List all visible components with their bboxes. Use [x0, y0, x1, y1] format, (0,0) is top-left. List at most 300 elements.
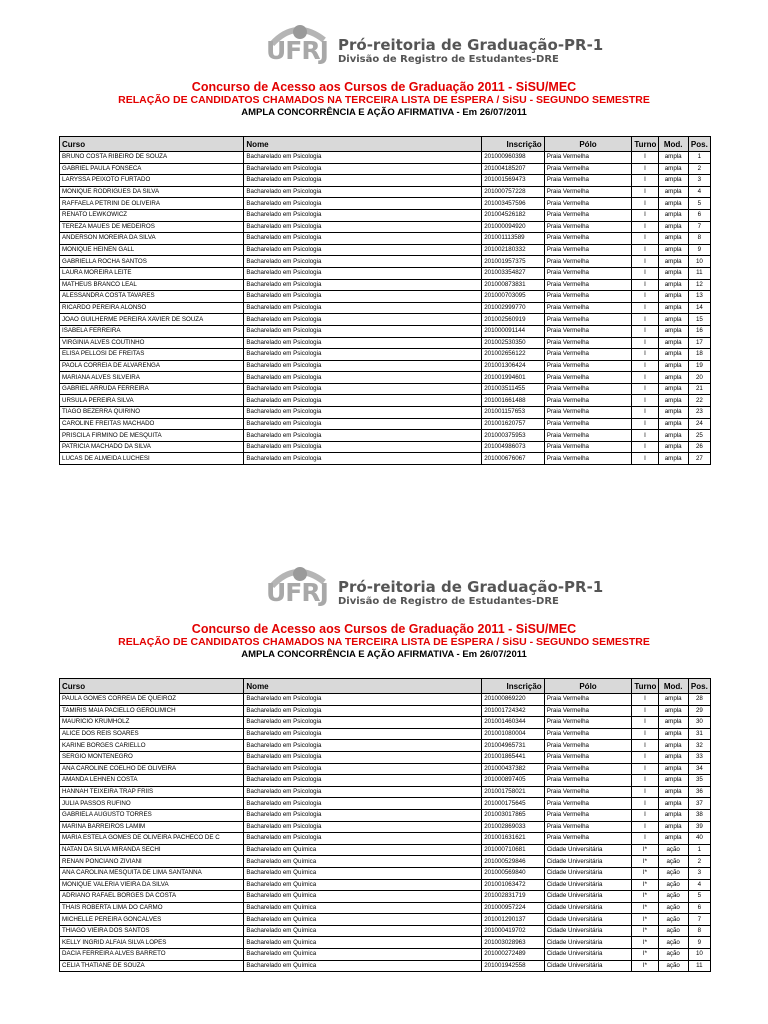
- candidates-table-2: [59, 678, 711, 972]
- cell-polo: Praia Vermelha: [544, 349, 632, 361]
- cell-pos: 29: [688, 705, 710, 717]
- cell-mod: ação: [658, 914, 688, 926]
- cell-course: Bacharelado em Química: [244, 902, 482, 914]
- cell-name: ADRIANO RAFAEL BORGES DA COSTA: [60, 891, 244, 903]
- cell-turno: I: [632, 314, 658, 326]
- cell-turno: I*: [632, 879, 658, 891]
- cell-polo: Praia Vermelha: [544, 233, 632, 245]
- col-mod: Mod.: [658, 679, 688, 694]
- cell-turno: I: [632, 302, 658, 314]
- document-page-2: [0, 556, 768, 969]
- cell-pos: 25: [688, 430, 710, 442]
- cell-polo: Cidade Universitária: [544, 914, 632, 926]
- cell-polo: Praia Vermelha: [544, 302, 632, 314]
- cell-course: Bacharelado em Química: [244, 867, 482, 879]
- cell-turno: I: [632, 694, 658, 706]
- cell-polo: Praia Vermelha: [544, 418, 632, 430]
- cell-pos: 8: [688, 233, 710, 245]
- cell-turno: I: [632, 267, 658, 279]
- table-row: [60, 740, 711, 752]
- cell-name: ANDERSON MOREIRA DA SILVA: [60, 233, 244, 245]
- table-row: [60, 175, 711, 187]
- cell-name: LARYSSA PEIXOTO FURTADO: [60, 175, 244, 187]
- cell-name: MAURICIO KRUMHOLZ: [60, 717, 244, 729]
- table-row: [60, 325, 711, 337]
- document-subtitle: RELAÇÃO DE CANDIDATOS CHAMADOS NA TERCEIRA LISTA DE ESPERA / SiSU - SEGUNDO SEMESTRE: [118, 636, 650, 648]
- cell-pos: 30: [688, 717, 710, 729]
- cell-pos: 33: [688, 751, 710, 763]
- cell-polo: Cidade Universitária: [544, 925, 632, 937]
- cell-mod: ação: [658, 937, 688, 949]
- cell-mod: ampla: [658, 833, 688, 845]
- cell-pos: 37: [688, 798, 710, 810]
- cell-inscricao: 201004965731: [482, 740, 544, 752]
- document-date-line: AMPLA CONCORRÊNCIA E AÇÃO AFIRMATIVA - Em 26/07/2011: [241, 107, 527, 118]
- cell-name: AMANDA LEHNEN COSTA: [60, 775, 244, 787]
- cell-mod: ampla: [658, 325, 688, 337]
- cell-inscricao: 201000957224: [482, 902, 544, 914]
- cell-mod: ampla: [658, 395, 688, 407]
- logo-pro-reitoria-text: Pró-reitoria de Graduação-PR-1: [338, 578, 604, 596]
- cell-name: RAFFAELA PETRINI DE OLIVEIRA: [60, 198, 244, 210]
- cell-pos: 19: [688, 360, 710, 372]
- cell-inscricao: 201001157653: [482, 407, 544, 419]
- cell-turno: I: [632, 798, 658, 810]
- cell-mod: ampla: [658, 786, 688, 798]
- cell-course: Bacharelado em Psicologia: [244, 694, 482, 706]
- cell-name: MONIQUE RODRIGUES DA SILVA: [60, 186, 244, 198]
- cell-inscricao: 201001724342: [482, 705, 544, 717]
- table-row: [60, 233, 711, 245]
- cell-course: Bacharelado em Psicologia: [244, 383, 482, 395]
- cell-polo: Cidade Universitária: [544, 891, 632, 903]
- table-row: [60, 751, 711, 763]
- cell-mod: ação: [658, 844, 688, 856]
- cell-polo: Cidade Universitária: [544, 902, 632, 914]
- cell-pos: 24: [688, 418, 710, 430]
- cell-mod: ampla: [658, 302, 688, 314]
- cell-name: ANA CAROLINA MESQUITA DE LIMA SANTANNA: [60, 867, 244, 879]
- cell-mod: ação: [658, 879, 688, 891]
- cell-name: RENATO LEWKOWICZ: [60, 209, 244, 221]
- cell-inscricao: 201001865441: [482, 751, 544, 763]
- cell-course: Bacharelado em Psicologia: [244, 267, 482, 279]
- cell-polo: Praia Vermelha: [544, 407, 632, 419]
- table-row: [60, 891, 711, 903]
- cell-inscricao: 201002530350: [482, 337, 544, 349]
- col-pos: Pos.: [688, 679, 710, 694]
- cell-course: Bacharelado em Psicologia: [244, 798, 482, 810]
- cell-turno: I: [632, 786, 658, 798]
- cell-pos: 38: [688, 809, 710, 821]
- cell-pos: 5: [688, 891, 710, 903]
- cell-pos: 3: [688, 175, 710, 187]
- cell-course: Bacharelado em Psicologia: [244, 430, 482, 442]
- cell-inscricao: 201001758021: [482, 786, 544, 798]
- ufrj-logo: [266, 556, 604, 618]
- cell-inscricao: 201002656122: [482, 349, 544, 361]
- cell-mod: ação: [658, 960, 688, 972]
- cell-pos: 26: [688, 441, 710, 453]
- cell-pos: 15: [688, 314, 710, 326]
- cell-course: Bacharelado em Química: [244, 949, 482, 961]
- table-row: [60, 152, 711, 164]
- table-row: [60, 186, 711, 198]
- cell-inscricao: 201001063472: [482, 879, 544, 891]
- cell-pos: 6: [688, 209, 710, 221]
- cell-polo: Praia Vermelha: [544, 441, 632, 453]
- cell-course: Bacharelado em Psicologia: [244, 291, 482, 303]
- table-row: [60, 809, 711, 821]
- table-row: [60, 914, 711, 926]
- cell-course: Bacharelado em Química: [244, 856, 482, 868]
- cell-mod: ampla: [658, 291, 688, 303]
- cell-polo: Praia Vermelha: [544, 786, 632, 798]
- cell-polo: Praia Vermelha: [544, 163, 632, 175]
- cell-mod: ampla: [658, 198, 688, 210]
- document-title: Concurso de Acesso aos Cursos de Graduação 2011 - SiSU/MEC: [191, 622, 577, 636]
- cell-polo: Praia Vermelha: [544, 186, 632, 198]
- cell-pos: 11: [688, 267, 710, 279]
- cell-name: MONIQUE HEINEN GALL: [60, 244, 244, 256]
- cell-inscricao: 201002831719: [482, 891, 544, 903]
- cell-polo: Praia Vermelha: [544, 267, 632, 279]
- logo-divisao-text: Divisão de Registro de Estudantes-DRE: [338, 596, 559, 607]
- cell-polo: Praia Vermelha: [544, 198, 632, 210]
- cell-mod: ampla: [658, 775, 688, 787]
- table-row: [60, 798, 711, 810]
- cell-mod: ampla: [658, 705, 688, 717]
- cell-mod: ampla: [658, 349, 688, 361]
- cell-inscricao: 201001290137: [482, 914, 544, 926]
- ufrj-logo: [266, 14, 604, 76]
- cell-inscricao: 201000897405: [482, 775, 544, 787]
- cell-mod: ampla: [658, 418, 688, 430]
- cell-mod: ampla: [658, 763, 688, 775]
- cell-polo: Cidade Universitária: [544, 960, 632, 972]
- cell-turno: I: [632, 279, 658, 291]
- cell-polo: Praia Vermelha: [544, 279, 632, 291]
- cell-pos: 22: [688, 395, 710, 407]
- cell-pos: 7: [688, 914, 710, 926]
- cell-name: THIAGO VIEIRA DOS SANTOS: [60, 925, 244, 937]
- cell-polo: Cidade Universitária: [544, 937, 632, 949]
- cell-inscricao: 201000710681: [482, 844, 544, 856]
- cell-pos: 10: [688, 256, 710, 268]
- cell-mod: ampla: [658, 751, 688, 763]
- cell-inscricao: 201002180332: [482, 244, 544, 256]
- cell-inscricao: 201000529846: [482, 856, 544, 868]
- cell-mod: ampla: [658, 244, 688, 256]
- cell-turno: I: [632, 705, 658, 717]
- table-row: [60, 395, 711, 407]
- page-header: [0, 14, 768, 80]
- cell-name: KARINE BORGES CARIELLO: [60, 740, 244, 752]
- titles: [0, 80, 768, 119]
- cell-pos: 31: [688, 728, 710, 740]
- cell-turno: I: [632, 775, 658, 787]
- cell-mod: ampla: [658, 372, 688, 384]
- cell-turno: I*: [632, 891, 658, 903]
- cell-name: LAURA MOREIRA LEITE: [60, 267, 244, 279]
- cell-turno: I: [632, 821, 658, 833]
- cell-inscricao: 201003028963: [482, 937, 544, 949]
- table-row: [60, 267, 711, 279]
- cell-pos: 16: [688, 325, 710, 337]
- cell-polo: Praia Vermelha: [544, 740, 632, 752]
- cell-turno: I: [632, 163, 658, 175]
- cell-course: Bacharelado em Psicologia: [244, 775, 482, 787]
- cell-polo: Cidade Universitária: [544, 856, 632, 868]
- cell-course: Bacharelado em Psicologia: [244, 372, 482, 384]
- cell-turno: I: [632, 833, 658, 845]
- cell-inscricao: 201000094920: [482, 221, 544, 233]
- cell-inscricao: 201001620757: [482, 418, 544, 430]
- cell-course: Bacharelado em Psicologia: [244, 349, 482, 361]
- table-row: [60, 705, 711, 717]
- cell-course: Bacharelado em Psicologia: [244, 360, 482, 372]
- table-row: [60, 163, 711, 175]
- cell-pos: 11: [688, 960, 710, 972]
- table-row: [60, 279, 711, 291]
- cell-name: RICARDO PEREIRA ALONSO: [60, 302, 244, 314]
- cell-mod: ampla: [658, 186, 688, 198]
- cell-inscricao: 201000757228: [482, 186, 544, 198]
- table-row: [60, 775, 711, 787]
- cell-polo: Praia Vermelha: [544, 337, 632, 349]
- cell-polo: Praia Vermelha: [544, 395, 632, 407]
- cell-course: Bacharelado em Química: [244, 914, 482, 926]
- cell-turno: I: [632, 198, 658, 210]
- cell-course: Bacharelado em Psicologia: [244, 395, 482, 407]
- cell-name: VIRGINIA ALVES COUTINHO: [60, 337, 244, 349]
- cell-turno: I: [632, 233, 658, 245]
- col-nome: Nome: [244, 137, 482, 152]
- cell-pos: 5: [688, 198, 710, 210]
- cell-pos: 4: [688, 879, 710, 891]
- cell-name: JOAO GUILHERME PEREIRA XAVIER DE SOUZA: [60, 314, 244, 326]
- table-row: [60, 821, 711, 833]
- cell-inscricao: 201000703095: [482, 291, 544, 303]
- cell-pos: 2: [688, 856, 710, 868]
- cell-pos: 32: [688, 740, 710, 752]
- titles: [0, 622, 768, 661]
- table-row: [60, 949, 711, 961]
- cell-turno: I: [632, 175, 658, 187]
- cell-pos: 1: [688, 844, 710, 856]
- cell-pos: 9: [688, 937, 710, 949]
- cell-mod: ampla: [658, 728, 688, 740]
- table-header-row: [60, 137, 711, 152]
- cell-mod: ampla: [658, 163, 688, 175]
- cell-course: Bacharelado em Psicologia: [244, 337, 482, 349]
- cell-name: HANNAH TEIXEIRA TRAP FRIIS: [60, 786, 244, 798]
- cell-pos: 21: [688, 383, 710, 395]
- cell-mod: ampla: [658, 209, 688, 221]
- col-inscricao: Inscrição: [482, 679, 544, 694]
- cell-inscricao: 201001113589: [482, 233, 544, 245]
- table-row: [60, 383, 711, 395]
- table-row: [60, 960, 711, 972]
- cell-course: Bacharelado em Química: [244, 925, 482, 937]
- cell-mod: ampla: [658, 233, 688, 245]
- cell-turno: I: [632, 337, 658, 349]
- cell-course: Bacharelado em Química: [244, 960, 482, 972]
- cell-name: ELISA PELLOSI DE FREITAS: [60, 349, 244, 361]
- cell-polo: Praia Vermelha: [544, 775, 632, 787]
- cell-turno: I: [632, 186, 658, 198]
- cell-polo: Praia Vermelha: [544, 809, 632, 821]
- cell-mod: ampla: [658, 267, 688, 279]
- cell-pos: 9: [688, 244, 710, 256]
- table-row: [60, 372, 711, 384]
- cell-polo: Praia Vermelha: [544, 360, 632, 372]
- cell-turno: I*: [632, 914, 658, 926]
- table-row: [60, 786, 711, 798]
- table-row: [60, 314, 711, 326]
- cell-inscricao: 201001942558: [482, 960, 544, 972]
- cell-course: Bacharelado em Psicologia: [244, 833, 482, 845]
- cell-name: CAROLINE FREITAS MACHADO: [60, 418, 244, 430]
- table-row: [60, 418, 711, 430]
- cell-course: Bacharelado em Psicologia: [244, 821, 482, 833]
- cell-course: Bacharelado em Psicologia: [244, 314, 482, 326]
- cell-turno: I: [632, 751, 658, 763]
- cell-pos: 28: [688, 694, 710, 706]
- cell-mod: ampla: [658, 279, 688, 291]
- cell-turno: I: [632, 453, 658, 465]
- cell-polo: Praia Vermelha: [544, 833, 632, 845]
- document-title: Concurso de Acesso aos Cursos de Graduação 2011 - SiSU/MEC: [191, 80, 577, 94]
- cell-inscricao: 201000419702: [482, 925, 544, 937]
- cell-pos: 27: [688, 453, 710, 465]
- table-row: [60, 441, 711, 453]
- cell-pos: 40: [688, 833, 710, 845]
- cell-polo: Praia Vermelha: [544, 175, 632, 187]
- table-row: [60, 879, 711, 891]
- table-row: [60, 763, 711, 775]
- cell-polo: Praia Vermelha: [544, 314, 632, 326]
- cell-turno: I*: [632, 960, 658, 972]
- cell-name: MATHEUS BRANCO LEAL: [60, 279, 244, 291]
- cell-name: TAMIRIS MAIA PACIELLO GEROLIMICH: [60, 705, 244, 717]
- cell-course: Bacharelado em Psicologia: [244, 751, 482, 763]
- cell-inscricao: 201003354827: [482, 267, 544, 279]
- cell-turno: I: [632, 441, 658, 453]
- cell-pos: 1: [688, 152, 710, 164]
- cell-turno: I*: [632, 925, 658, 937]
- table-row: [60, 902, 711, 914]
- cell-turno: I: [632, 325, 658, 337]
- cell-polo: Praia Vermelha: [544, 821, 632, 833]
- cell-course: Bacharelado em Química: [244, 879, 482, 891]
- logo-ufrj-text: UFRJ: [266, 36, 328, 65]
- table-row: [60, 302, 711, 314]
- table-row: [60, 360, 711, 372]
- cell-name: ALESSANDRA COSTA TAVARES: [60, 291, 244, 303]
- table-row: [60, 844, 711, 856]
- table-row: [60, 256, 711, 268]
- cell-mod: ação: [658, 856, 688, 868]
- cell-inscricao: 201001569473: [482, 175, 544, 187]
- cell-mod: ampla: [658, 175, 688, 187]
- cell-inscricao: 201001661488: [482, 395, 544, 407]
- cell-inscricao: 201000676067: [482, 453, 544, 465]
- cell-name: PAULA GOMES CORREIA DE QUEIROZ: [60, 694, 244, 706]
- table-row: [60, 728, 711, 740]
- cell-turno: I*: [632, 856, 658, 868]
- cell-polo: Praia Vermelha: [544, 751, 632, 763]
- cell-mod: ampla: [658, 314, 688, 326]
- page-header: [0, 556, 768, 622]
- cell-inscricao: 201003511455: [482, 383, 544, 395]
- cell-turno: I: [632, 152, 658, 164]
- cell-course: Bacharelado em Psicologia: [244, 244, 482, 256]
- cell-pos: 18: [688, 349, 710, 361]
- cell-mod: ampla: [658, 441, 688, 453]
- col-curso: Curso: [60, 679, 244, 694]
- table-row: [60, 221, 711, 233]
- cell-course: Bacharelado em Psicologia: [244, 453, 482, 465]
- cell-pos: 36: [688, 786, 710, 798]
- cell-name: MARIA ESTELA GOMES DE OLIVEIRA PACHECO DE C: [60, 833, 244, 845]
- cell-course: Bacharelado em Psicologia: [244, 163, 482, 175]
- cell-polo: Praia Vermelha: [544, 694, 632, 706]
- cell-course: Bacharelado em Psicologia: [244, 740, 482, 752]
- cell-mod: ampla: [658, 821, 688, 833]
- cell-pos: 3: [688, 867, 710, 879]
- logo-pro-reitoria-text: Pró-reitoria de Graduação-PR-1: [338, 36, 604, 54]
- cell-polo: Praia Vermelha: [544, 430, 632, 442]
- cell-inscricao: 201003457596: [482, 198, 544, 210]
- cell-polo: Praia Vermelha: [544, 728, 632, 740]
- cell-inscricao: 201000873831: [482, 279, 544, 291]
- cell-turno: I: [632, 360, 658, 372]
- cell-polo: Praia Vermelha: [544, 291, 632, 303]
- cell-polo: Praia Vermelha: [544, 244, 632, 256]
- cell-name: GABRIEL ARRUDA FERREIRA: [60, 383, 244, 395]
- cell-inscricao: 201004185207: [482, 163, 544, 175]
- cell-mod: ampla: [658, 798, 688, 810]
- cell-turno: I: [632, 740, 658, 752]
- col-nome: Nome: [244, 679, 482, 694]
- cell-pos: 20: [688, 372, 710, 384]
- table-row: [60, 407, 711, 419]
- table-row: [60, 291, 711, 303]
- cell-pos: 12: [688, 279, 710, 291]
- col-inscricao: Inscrição: [482, 137, 544, 152]
- cell-course: Bacharelado em Psicologia: [244, 728, 482, 740]
- table-row: [60, 694, 711, 706]
- col-pos: Pos.: [688, 137, 710, 152]
- table-row: [60, 244, 711, 256]
- cell-inscricao: 201004526182: [482, 209, 544, 221]
- cell-polo: Cidade Universitária: [544, 879, 632, 891]
- cell-polo: Praia Vermelha: [544, 221, 632, 233]
- col-polo: Pólo: [544, 137, 632, 152]
- cell-pos: 35: [688, 775, 710, 787]
- cell-pos: 39: [688, 821, 710, 833]
- table-body-1: [60, 152, 711, 465]
- cell-name: GABRIEL PAULA FONSECA: [60, 163, 244, 175]
- document-subtitle: RELAÇÃO DE CANDIDATOS CHAMADOS NA TERCEIRA LISTA DE ESPERA / SiSU - SEGUNDO SEMESTRE: [118, 94, 650, 106]
- cell-pos: 4: [688, 186, 710, 198]
- cell-turno: I: [632, 717, 658, 729]
- col-turno: Turno: [632, 679, 658, 694]
- cell-mod: ampla: [658, 256, 688, 268]
- cell-polo: Cidade Universitária: [544, 844, 632, 856]
- cell-polo: Praia Vermelha: [544, 453, 632, 465]
